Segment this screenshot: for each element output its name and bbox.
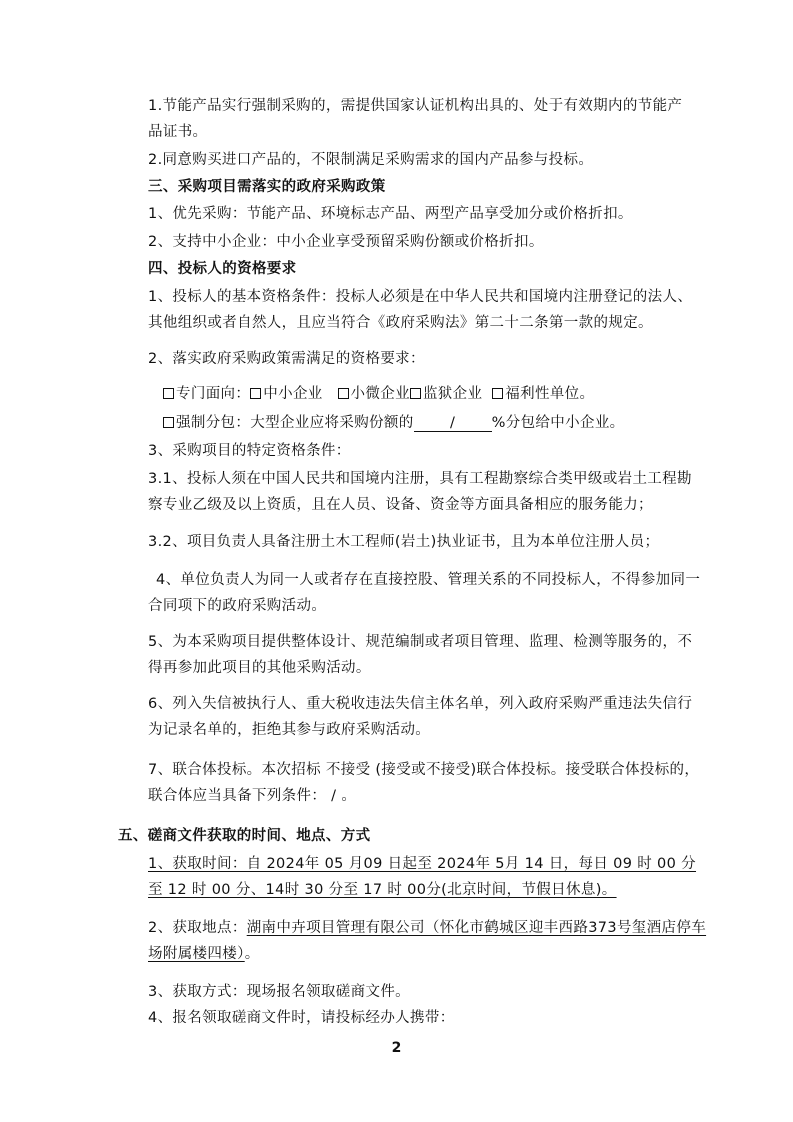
checkbox-label: %分包给中小企业。 (491, 415, 625, 431)
text-line: 至 12 时 00 分、14时 30 分至 17 时 00分(北京时间，节假日休息)。 (148, 882, 617, 898)
checkbox-label: 监狱企业 (422, 386, 483, 402)
address-text: 湖南中卉项目管理有限公司（怀化市鹤城区迎丰西路373号玺酒店停车 (246, 920, 707, 936)
text-line: 3.1、投标人须在中国人民共和国境内注册，具有工程勘察综合类甲级或岩土工程勘 (148, 471, 692, 487)
checkbox[interactable] (163, 388, 174, 399)
text-line: 4、报名领取磋商文件时，请投标经办人携带： (148, 1010, 455, 1026)
checkbox-label: 中小企业 (263, 386, 323, 402)
page-number: 2 (391, 1040, 402, 1056)
checkbox[interactable] (250, 388, 261, 399)
text-line: 其他组织或者自然人，且应当符合《政府采购法》第二十二条第一款的规定。 (148, 315, 653, 331)
text-line: 2、支持中小企业：中小企业享受预留采购份额或价格折扣。 (148, 234, 544, 250)
checkbox-label: 福利性单位。 (505, 386, 595, 402)
section-heading: 四、投标人的资格要求 (148, 261, 297, 277)
checkbox-row-subcontract (163, 413, 625, 433)
section-heading: 三、采购项目需落实的政府采购政策 (148, 179, 386, 195)
text-line: 为记录名单的，拒绝其参与政府采购活动。 (148, 722, 431, 738)
text-line: 1.节能产品实行强制采购的，需提供国家认证机构出具的、处于有效期内的节能产 (148, 98, 683, 114)
checkbox[interactable] (492, 388, 503, 399)
checkbox[interactable] (338, 388, 349, 399)
punctuation: 。 (244, 946, 260, 962)
label: 2、获取地点： (148, 920, 247, 936)
text-line: 联合体应当具备下列条件： / 。 (148, 788, 357, 804)
text-line: 1、获取时间：自 2024年 05 月09 日起至 2024年 5月 14 日，每日 09 时 00 分 (148, 856, 697, 872)
checkbox[interactable] (410, 388, 421, 399)
text-line (148, 918, 706, 938)
text-line: 5、为本采购项目提供整体设计、规范编制或者项目管理、监理、检测等服务的，不 (148, 634, 693, 650)
text-line: 7、联合体投标。本次招标 不接受 (接受或不接受)联合体投标。接受联合体投标的， (148, 762, 700, 778)
checkbox-label: 小微企业 (350, 386, 410, 402)
checkbox-row-policy (163, 384, 594, 404)
text-line: 合同项下的政府采购活动。 (148, 598, 327, 614)
text-line: 2.同意购买进口产品的，不限制满足采购需求的国内产品参与投标。 (148, 152, 594, 168)
text-line: 6、列入失信被执行人、重大税收违法失信主体名单，列入政府采购严重违法失信行 (148, 696, 693, 712)
text-line: 1、优先采购：节能产品、环境标志产品、两型产品享受加分或价格折扣。 (148, 206, 633, 222)
text-line: 3、采购项目的特定资格条件： (148, 443, 351, 459)
text-line: 4、单位负责人为同一人或者存在直接控股、管理关系的不同投标人，不得参加同一 (156, 572, 701, 588)
checkbox-label: 强制分包：大型企业应将采购份额的 (176, 415, 414, 431)
address-text: 场附属楼四楼） (148, 946, 245, 962)
text-line: 品证书。 (148, 124, 208, 140)
text-line (148, 944, 260, 964)
text-line: 得再参加此项目的其他采购活动。 (148, 660, 371, 676)
checkbox[interactable] (163, 417, 174, 428)
text-line: 2、落实政府采购政策需满足的资格要求： (148, 351, 425, 367)
checkbox-label: 专门面向： (176, 386, 251, 402)
section-heading: 五、磋商文件获取的时间、地点、方式 (118, 828, 371, 844)
text-line: 1、投标人的基本资格条件：投标人必须是在中华人民共和国境内注册登记的法人、 (148, 289, 693, 305)
text-line: 察专业乙级及以上资质，且在人员、设备、资金等方面具备相应的服务能力； (148, 497, 653, 513)
fill-in-blank: / (414, 415, 492, 432)
text-line: 3、获取方式：现场报名领取磋商文件。 (148, 984, 411, 1000)
text-line: 3.2、项目负责人具备注册土木工程师(岩土)执业证书，且为本单位注册人员； (148, 534, 660, 550)
